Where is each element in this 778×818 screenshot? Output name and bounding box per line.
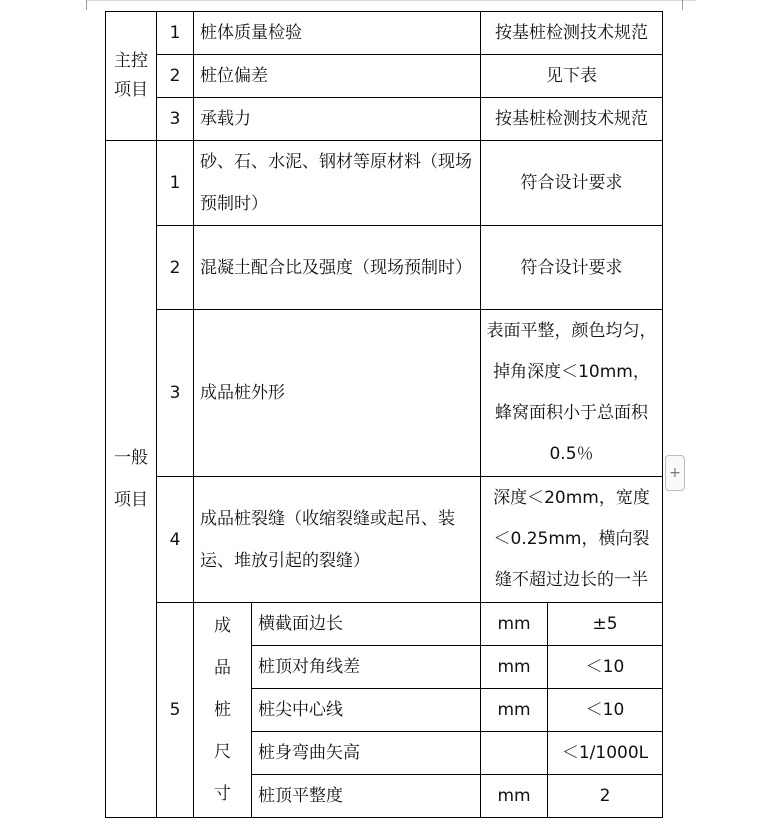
- margin-mark: [86, 0, 87, 10]
- margin-mark: [682, 0, 683, 10]
- requirement: 按基桩检测技术规范: [481, 98, 663, 141]
- requirement: 按基桩检测技术规范: [481, 12, 663, 55]
- size-unit: mm: [481, 646, 548, 689]
- item-name: 桩体质量检验: [194, 12, 481, 55]
- row-number: 1: [157, 12, 194, 55]
- row-number: 5: [157, 603, 194, 818]
- item-name: 承载力: [194, 98, 481, 141]
- plus-icon: +: [669, 465, 681, 481]
- requirement: 符合设计要求: [481, 141, 663, 226]
- size-item: 桩尖中心线: [252, 689, 481, 732]
- row-number: 3: [157, 98, 194, 141]
- table-row: [106, 603, 663, 646]
- item-name: 桩位偏差: [194, 55, 481, 98]
- size-item: 桩顶平整度: [252, 775, 481, 818]
- item-name: 成品桩外形: [194, 310, 481, 477]
- size-item: 横截面边长: [252, 603, 481, 646]
- requirement: 见下表: [481, 55, 663, 98]
- acceptance-table: [105, 11, 663, 818]
- table-row: [106, 226, 663, 310]
- requirement: 符合设计要求: [481, 226, 663, 310]
- group-label-general: 一般项目: [106, 141, 157, 818]
- group-label-main: 主控项目: [106, 12, 157, 141]
- table-row: [106, 477, 663, 603]
- requirement: 表面平整，颜色均匀，掉角深度＜10mm，蜂窝面积小于总面积0.5％: [481, 310, 663, 477]
- table-row: [106, 141, 663, 226]
- size-value: ＜1/1000L: [548, 732, 663, 775]
- item-name: 成品桩裂缝（收缩裂缝或起吊、装运、堆放引起的裂缝）: [194, 477, 481, 603]
- size-value: ±5: [548, 603, 663, 646]
- page-top-edge: [86, 0, 696, 1]
- row-number: 1: [157, 141, 194, 226]
- row-number: 2: [157, 55, 194, 98]
- size-item: 桩身弯曲矢高: [252, 732, 481, 775]
- table-row: [106, 55, 663, 98]
- row-number: 4: [157, 477, 194, 603]
- row-number: 2: [157, 226, 194, 310]
- row-number: 3: [157, 310, 194, 477]
- table-row: [106, 12, 663, 55]
- add-row-button[interactable]: [665, 455, 685, 491]
- table-row: [106, 310, 663, 477]
- item-name: 砂、石、水泥、钢材等原材料（现场预制时）: [194, 141, 481, 226]
- size-unit: mm: [481, 775, 548, 818]
- requirement: 深度＜20mm，宽度＜0.25mm，横向裂缝不超过边长的一半: [481, 477, 663, 603]
- size-unit: mm: [481, 689, 548, 732]
- size-value: 2: [548, 775, 663, 818]
- size-unit: mm: [481, 603, 548, 646]
- item-name: 混凝土配合比及强度（现场预制时）: [194, 226, 481, 310]
- size-unit: [481, 732, 548, 775]
- size-value: ＜10: [548, 689, 663, 732]
- size-group-label: 成品桩尺寸: [194, 603, 252, 818]
- size-value: ＜10: [548, 646, 663, 689]
- table-row: [106, 98, 663, 141]
- size-item: 桩顶对角线差: [252, 646, 481, 689]
